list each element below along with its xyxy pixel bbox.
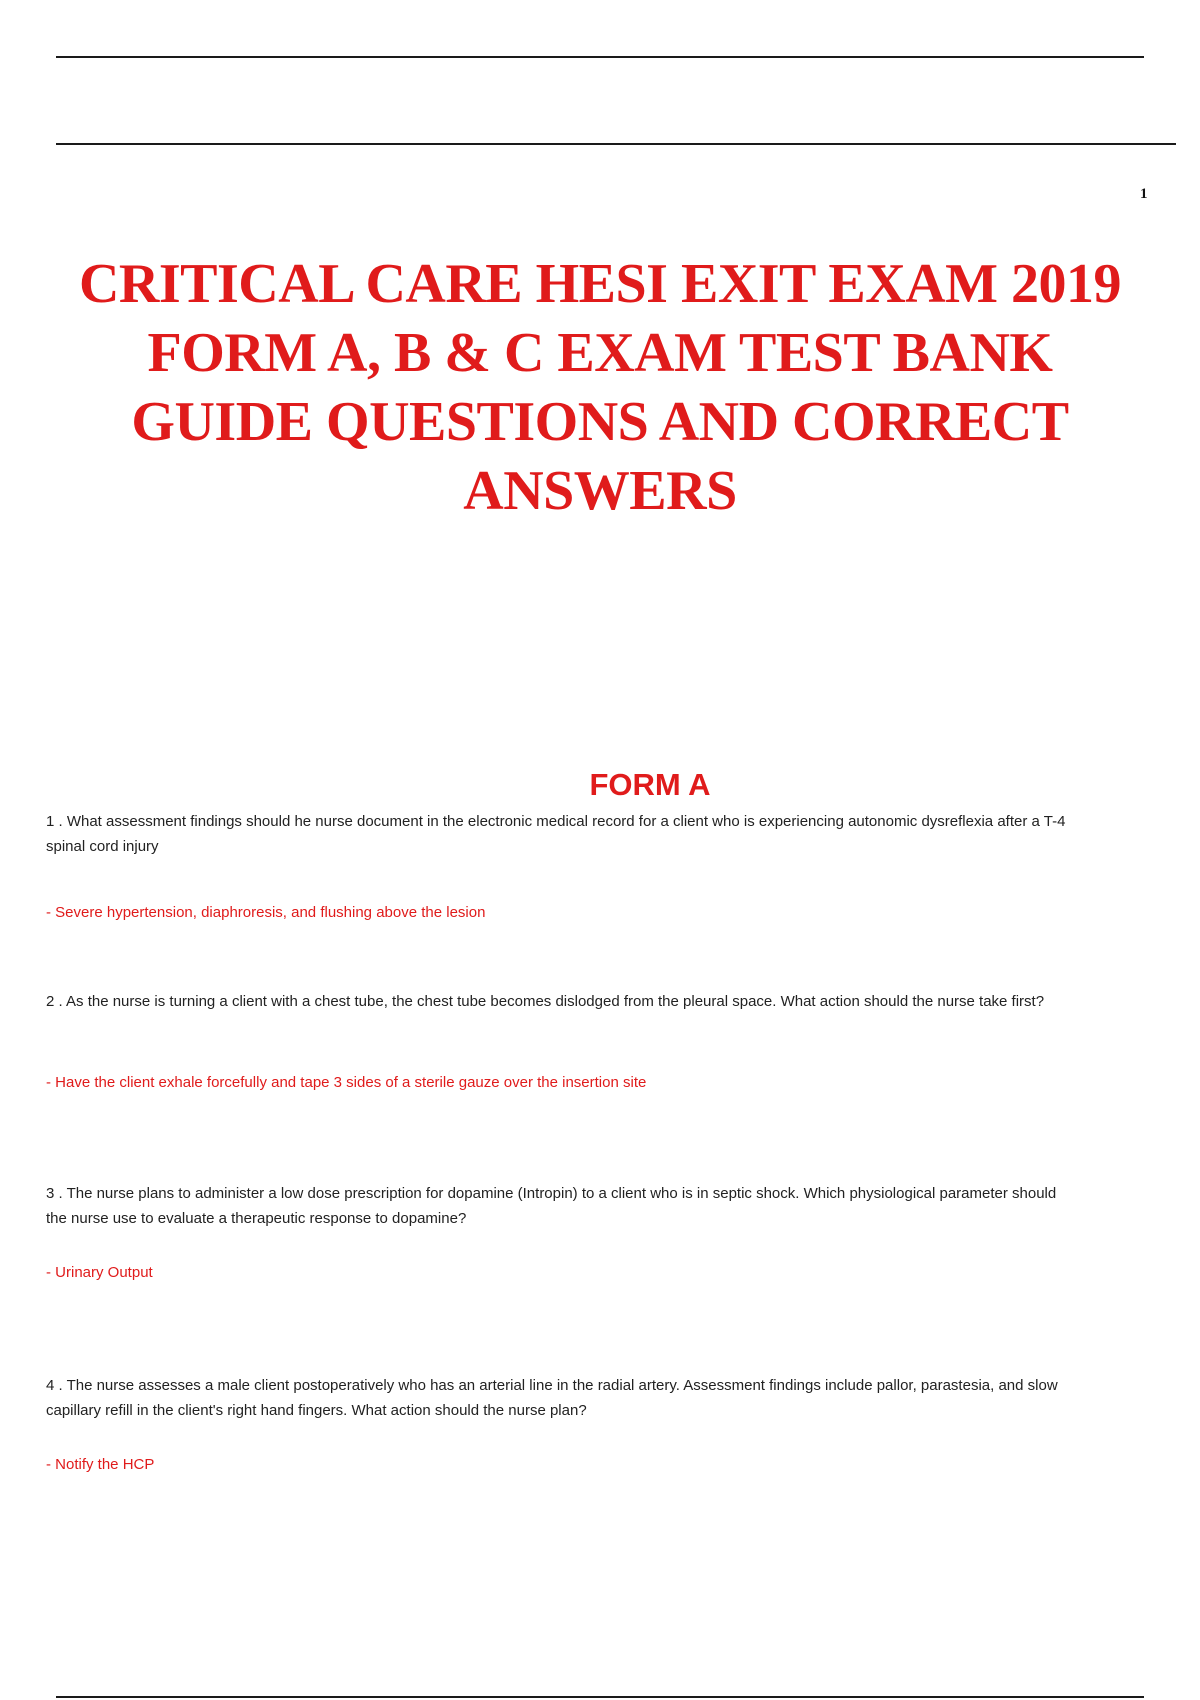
answer-text: - Urinary Output (46, 1264, 153, 1281)
question-text: 4 . The nurse assesses a male client postoperatively who has an arterial line in the radial artery. Assessment findings include pallor, parastesia, and slow capillary refill in the client's right hand fingers. What action should the nurse plan? (46, 1377, 1058, 1419)
question-text: 3 . The nurse plans to administer a low dose prescription for dopamine (Intropin) to a client who is in septic shock. Which physiological parameter should the nurse use to evaluate a therapeutic response to dopamine? (46, 1185, 1057, 1227)
question-text: 2 . As the nurse is turning a client with a chest tube, the chest tube becomes dislodged from the pleural space. What action should the nurse take first? (46, 993, 1045, 1010)
question-block (46, 989, 1066, 1091)
answer-text: - Have the client exhale forcefully and tape 3 sides of a sterile gauze over the insertion site (46, 1074, 647, 1091)
question-block (46, 809, 1066, 921)
title-line: CRITICAL CARE HESI EXIT EXAM 2019 (78, 253, 1121, 315)
footer-divider (56, 1696, 1144, 1698)
answer-text: - Severe hypertension, diaphroresis, and flushing above the lesion (46, 904, 486, 921)
section-heading: FORM A (589, 767, 711, 802)
page-number: 1 (1140, 186, 1148, 202)
title-line: ANSWERS (463, 460, 737, 522)
title-line: GUIDE QUESTIONS AND CORRECT (131, 391, 1069, 453)
question-text: 1 . What assessment findings should he nurse document in the electronic medical record for a client who is experiencing autonomic dysreflexia after a T-4 spinal cord injury (46, 813, 1066, 855)
top-divider (56, 56, 1144, 58)
header-divider (56, 143, 1176, 145)
title-line: FORM A, B & C EXAM TEST BANK (147, 322, 1053, 384)
question-block (46, 1181, 1066, 1281)
document-title (40, 250, 1160, 526)
answer-text: - Notify the HCP (46, 1456, 155, 1473)
question-block (46, 1373, 1066, 1473)
